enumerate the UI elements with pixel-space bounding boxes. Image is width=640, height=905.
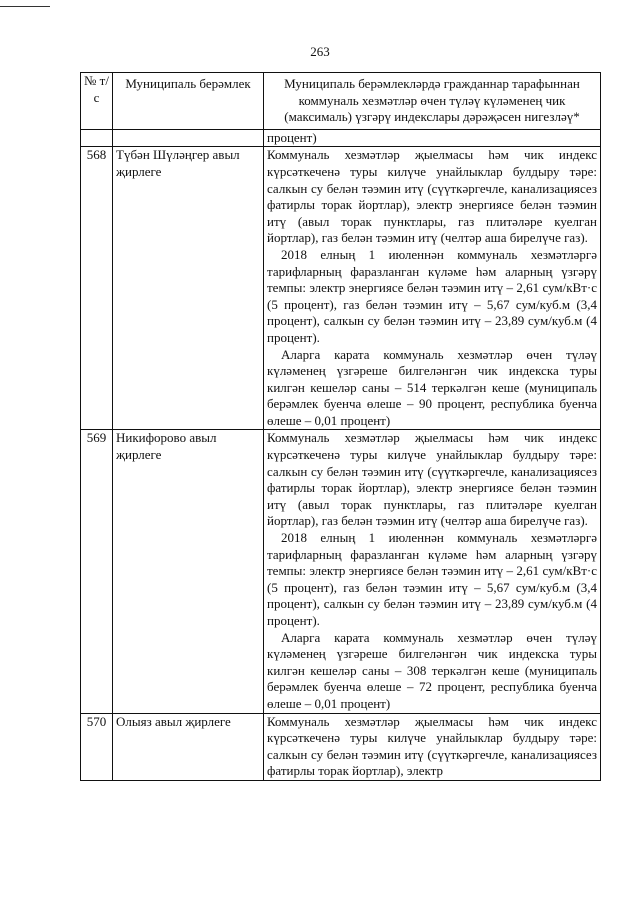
row-number: 569	[81, 430, 113, 713]
continuation-text: процент)	[264, 129, 601, 147]
basis-cell	[264, 713, 601, 780]
persons-paragraph: Аларга карата коммуналь хезмәтләр өчен түләү күләменең үзгәреше билгеләнгән чик индекска туры килгән кешеләр саны – 514 теркәлгән кеше (муниципаль берәмлек буенча өлеше – 90 процент, республика буенча өлеше – 0,01 процент)	[267, 346, 597, 428]
basis-cell	[264, 430, 601, 713]
top-rule	[0, 6, 50, 7]
page-number: 263	[310, 44, 330, 59]
services-paragraph: Коммуналь хезмәтләр җыелмасы һәм чик индекс күрсәткеченә туры килүче унайлыклар булдыру тәре: салкын су белән тәэмин итү (сүүткәргечле, канализациясез фатирлы торак йортлар), электр энергиясе белән тәэмин итү (авыл торак пунктлары, газ плитәләре куелган йортлар), газ белән тәэмин итү (челтәр аша бирелүче газ).	[267, 147, 597, 246]
header-municipality: Муниципаль берәмлек	[113, 73, 264, 130]
municipality-name: Никифорово авыл җирлеге	[113, 430, 264, 713]
row-number: 568	[81, 147, 113, 430]
continuation-row	[81, 129, 601, 147]
row-number: 570	[81, 713, 113, 780]
header-basis: Муниципаль берәмлекләрдә гражданнар тарафыннан коммуналь хезмәтләр өчен түләү күләменең чик (максималь) үзгәрү индекслары дәрәҗәсен нигезләү*	[264, 73, 601, 130]
tariffs-paragraph: 2018 елның 1 июленнән коммуналь хезмәтләргә тарифларның фаразланган күләме һәм аларның үзгәрү темпы: электр энергиясе белән тәэмин итү – 2,61 сум/кВт·с (5 процент), газ белән тәэмин итү – 5,67 сум/куб.м (3,4 процент), салкын су белән тәэмин итү – 23,89 сум/куб.м (4 процент).	[267, 530, 597, 628]
persons-paragraph: Аларга карата коммуналь хезмәтләр өчен түләү күләменең үзгәреше билгеләнгән чик индекска туры килгән кешеләр саны – 308 теркәлгән кеше (муниципаль берәмлек буенча өлеше – 72 процент, республика буенча өлеше – 0,01 процент)	[267, 629, 597, 711]
basis-cell	[264, 147, 601, 430]
services-paragraph: Коммуналь хезмәтләр җыелмасы һәм чик индекс күрсәткеченә туры килүче унайлыклар булдыру тәре: салкын су белән тәэмин итү (сүүткәргечле, канализациясез фатирлы торак йортлар), электр энергиясе белән тәэмин итү (авыл торак пунктлары, газ плитәләре куелган йортлар), газ белән тәэмин итү (челтәр аша бирелүче газ).	[267, 430, 597, 529]
tariffs-paragraph: 2018 елның 1 июленнән коммуналь хезмәтләргә тарифларның фаразланган күләме һәм аларның үзгәрү темпы: электр энергиясе белән тәэмин итү – 2,61 сум/кВт·с (5 процент), газ белән тәэмин итү – 5,67 сум/куб.м (3,4 процент), салкын су белән тәэмин итү – 23,89 сум/куб.м (4 процент).	[267, 246, 597, 345]
table-row	[81, 430, 601, 713]
services-paragraph: Коммуналь хезмәтләр җыелмасы һәм чик индекс күрсәткеченә туры килүче унайлыклар булдыру тәре: салкын су белән тәэмин итү (сүүткәргечле, канализациясез фатирлы торак йортлар), электр	[267, 713, 597, 779]
header-number: № т/с	[81, 73, 113, 130]
municipality-name: Түбән Шүләңгер авыл җирлеге	[113, 147, 264, 430]
municipal-index-table	[80, 72, 601, 781]
table-header-row	[81, 73, 601, 130]
table-row	[81, 713, 601, 780]
municipality-name: Олыяз авыл җирлеге	[113, 713, 264, 780]
table-row	[81, 147, 601, 430]
